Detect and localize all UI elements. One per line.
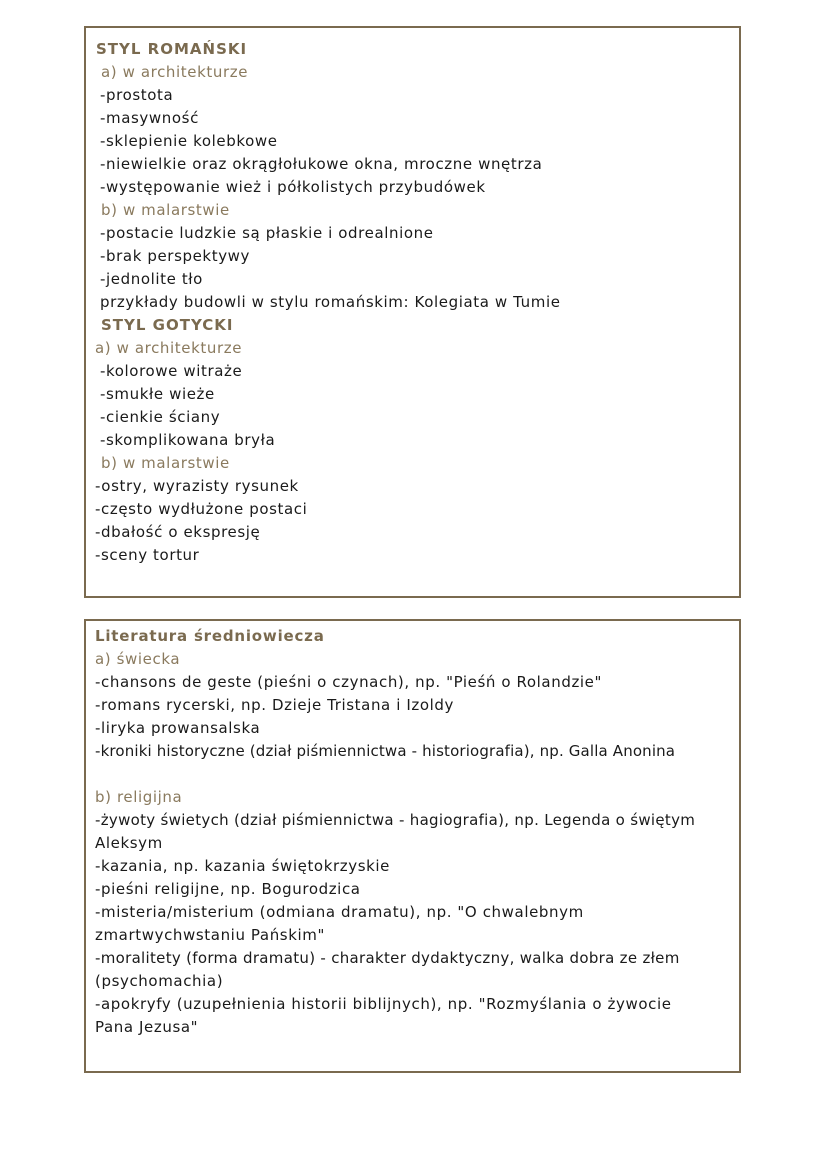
list-item-continuation: (psychomachia)	[95, 972, 224, 990]
list-item: -kroniki historyczne (dział piśmiennictwa - historiografia), np. Galla Anonina	[95, 742, 676, 760]
list-item-continuation: Pana Jezusa"	[95, 1018, 199, 1036]
list-item: -romans rycerski, np. Dzieje Tristana i Izoldy	[95, 696, 454, 714]
gothic-title: STYL GOTYCKI	[101, 316, 234, 334]
list-item: -sceny tortur	[95, 546, 200, 564]
list-item: -jednolite tło	[100, 270, 203, 288]
list-item: -liryka prowansalska	[95, 719, 261, 737]
secular-label: a) świecka	[95, 650, 181, 668]
romanesque-painting-label: b) w malarstwie	[101, 201, 230, 219]
romanesque-title: STYL ROMAŃSKI	[96, 40, 248, 58]
list-item: -prostota	[100, 86, 174, 104]
gothic-painting-label: b) w malarstwie	[101, 454, 230, 472]
list-item: -postacie ludzkie są płaskie i odrealnione	[100, 224, 434, 242]
list-item: -kazania, np. kazania świętokrzyskie	[95, 857, 391, 875]
list-item: -występowanie wież i półkolistych przybudówek	[100, 178, 486, 196]
list-item: -apokryfy (uzupełnienia historii biblijnych), np. "Rozmyślania o żywocie	[95, 995, 672, 1013]
list-item: -niewielkie oraz okrągłołukowe okna, mroczne wnętrza	[100, 155, 543, 173]
list-item: -sklepienie kolebkowe	[100, 132, 278, 150]
list-item: -ostry, wyrazisty rysunek	[95, 477, 299, 495]
list-item: -cienkie ściany	[100, 408, 221, 426]
list-item: -pieśni religijne, np. Bogurodzica	[95, 880, 361, 898]
list-item: -brak perspektywy	[100, 247, 251, 265]
list-item: -żywoty świetych (dział piśmiennictwa - hagiografia), np. Legenda o świętym	[95, 811, 696, 829]
list-item: -skomplikowana bryła	[100, 431, 276, 449]
list-item-continuation: zmartwychwstaniu Pańskim"	[95, 926, 325, 944]
romanesque-example: przykłady budowli w stylu romańskim: Kolegiata w Tumie	[100, 293, 561, 311]
list-item: -dbałość o ekspresję	[95, 523, 261, 541]
list-item: -masywność	[100, 109, 199, 127]
list-item: -chansons de geste (pieśni o czynach), np. "Pieśń o Rolandzie"	[95, 673, 603, 691]
list-item: -kolorowe witraże	[100, 362, 243, 380]
list-item: -misteria/misterium (odmiana dramatu), np. "O chwalebnym	[95, 903, 584, 921]
gothic-architecture-label: a) w architekturze	[95, 339, 243, 357]
literature-title: Literatura średniowiecza	[95, 627, 325, 645]
romanesque-architecture-label: a) w architekturze	[101, 63, 249, 81]
list-item: -moralitety (forma dramatu) - charakter dydaktyczny, walka dobra ze złem	[95, 949, 680, 967]
religious-label: b) religijna	[95, 788, 183, 806]
list-item: -często wydłużone postaci	[95, 500, 308, 518]
list-item-continuation: Aleksym	[95, 834, 163, 852]
list-item: -smukłe wieże	[100, 385, 215, 403]
